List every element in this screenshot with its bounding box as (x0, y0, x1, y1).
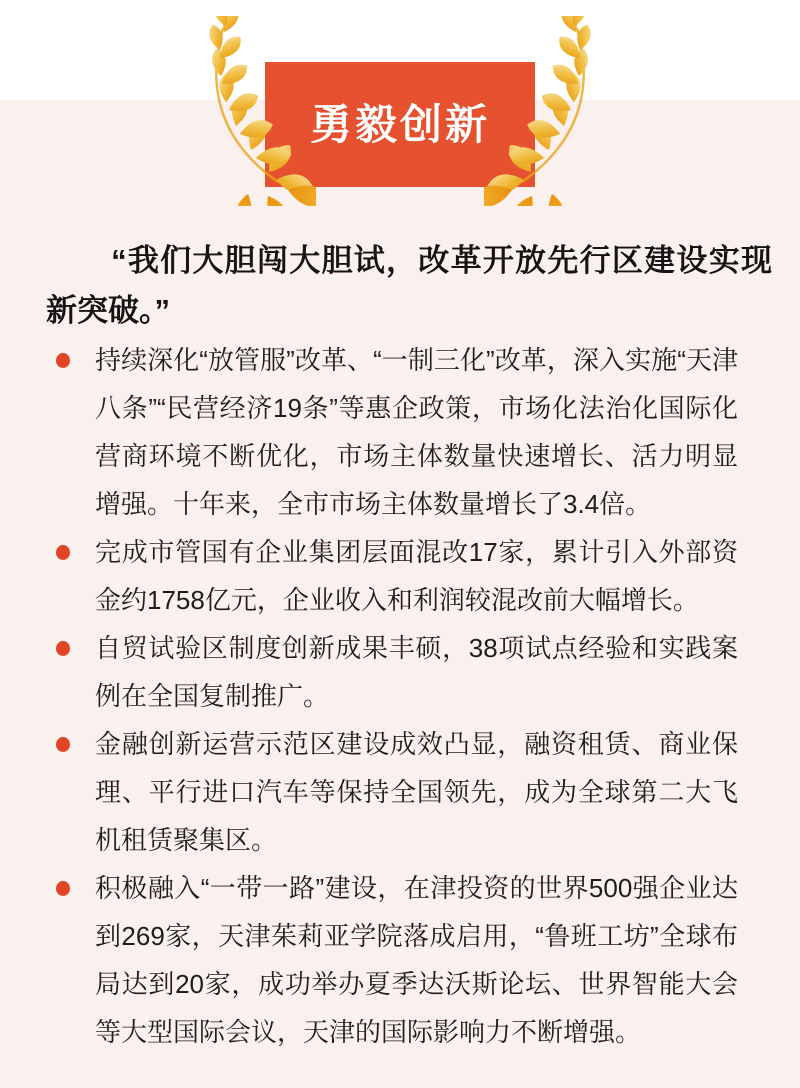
bullet-text: 完成市管国有企业集团层面混改17家，累计引入外部资金约1758亿元，企业收入和利润较混改前大幅增长。 (95, 537, 738, 615)
list-item (95, 528, 738, 624)
bullet-dot (56, 353, 70, 368)
bullet-text: 自贸试验区制度创新成果丰硕，38项试点经验和实践案例在全国复制推广。 (95, 633, 738, 711)
bullet-text: 持续深化“放管服”改革、“一制三化”改革，深入实施“天津八条”“民营经济19条”等惠企政策，市场化法治化国际化营商环境不断优化，市场主体数量快速增长、活力明显增强。十年来，全市市场主体数量增长了3.4倍。 (95, 345, 738, 519)
laurel-wreath-left-icon (166, 16, 316, 206)
bullet-dot (56, 641, 70, 656)
laurel-wreath-right-icon (484, 16, 634, 206)
bullet-dot (56, 881, 70, 896)
achievement-list (0, 336, 738, 1056)
list-item (95, 864, 738, 1056)
list-item (95, 624, 738, 720)
list-item (95, 336, 738, 528)
bullet-text: 金融创新运营示范区建设成效凸显，融资租赁、商业保理、平行进口汽车等保持全国领先，成为全球第二大飞机租赁聚集区。 (95, 729, 738, 855)
header (0, 0, 800, 210)
list-item (95, 720, 738, 864)
bullet-dot (56, 545, 70, 560)
quote-paragraph: “我们大胆闯大胆试，改革开放先行区建设实现新突破。” (46, 243, 772, 328)
bullet-text: 积极融入“一带一路”建设，在津投资的世界500强企业达到269家，天津茱莉亚学院落成启用，“鲁班工坊”全球布局达到20家，成功举办夏季达沃斯论坛、世界智能大会等大型国际会议，天津的国际影响力不断增强。 (95, 873, 738, 1047)
banner-title: 勇毅创新 (309, 100, 490, 148)
bullet-dot (56, 737, 70, 752)
